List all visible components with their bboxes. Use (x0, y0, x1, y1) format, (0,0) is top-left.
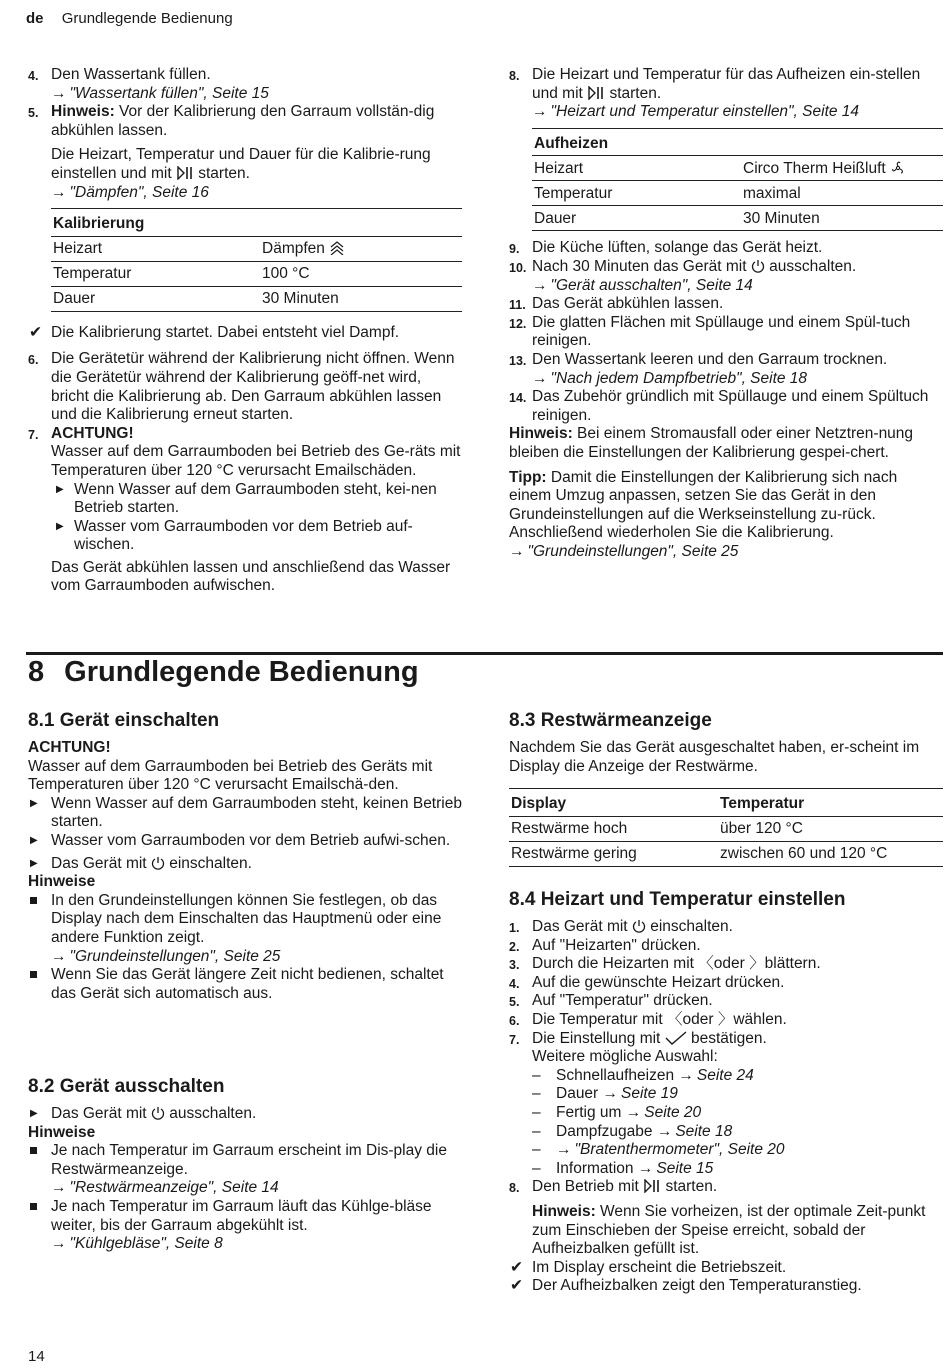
arrow-icon: → (637, 1159, 654, 1177)
power-icon (151, 1106, 165, 1120)
cell: Temperatur (532, 181, 741, 206)
column-header: Display (509, 789, 718, 816)
step-number: 6. (509, 1013, 520, 1028)
result-text: Der Aufheizbalken zeigt den Temperaturanstieg. (532, 1277, 862, 1295)
reference-text[interactable]: Seite 19 (621, 1085, 678, 1103)
check-icon: ✔ (510, 1258, 523, 1276)
step-7 (28, 425, 462, 596)
step-text: wählen. (733, 1010, 787, 1028)
square-bullet-icon (30, 897, 37, 904)
calibration-table (51, 208, 462, 312)
section-title: 8.1 Gerät einschalten (28, 710, 220, 731)
step-number: 3. (509, 958, 520, 973)
step-number: 5. (28, 106, 39, 121)
cell-text: Dämpfen (262, 239, 325, 257)
step-text: Die Temperatur mit (532, 1010, 663, 1028)
cell: Temperatur (51, 261, 260, 286)
residual-heat-table (509, 788, 943, 867)
step-number: 7. (28, 427, 39, 442)
right-column (509, 66, 943, 561)
warning-label: ACHTUNG! (51, 424, 134, 442)
table-row (51, 236, 462, 261)
table-title: Kalibrierung (51, 209, 462, 236)
cell: Heizart (532, 156, 741, 181)
cross-reference[interactable] (51, 85, 462, 104)
step-4 (509, 974, 943, 993)
cell: Heizart (51, 236, 260, 261)
step-9 (509, 239, 943, 258)
arrow-icon: → (509, 542, 525, 560)
step-number: 4. (28, 69, 39, 83)
hint-label: Hinweis: (51, 103, 115, 121)
option-item: – Schnellaufheizen → Seite 24 (532, 1066, 754, 1084)
table-row (509, 816, 943, 841)
section-title: 8.4 Heizart und Temperatur einstellen (509, 889, 846, 910)
step-number: 1. (509, 921, 520, 935)
table-row (51, 261, 462, 286)
step-number: 8. (509, 1181, 520, 1196)
arrow-icon: → (656, 1122, 673, 1140)
cell: Dauer (51, 286, 260, 311)
hint-paragraph (509, 425, 943, 462)
step-text: Das Gerät mit (532, 918, 628, 935)
arrow-icon: → (51, 1179, 67, 1197)
step-number: 13. (509, 353, 527, 368)
step-text: Die Heizart und Temperatur für das Aufheizen ein-stellen und mit (532, 66, 921, 102)
step-number: 4. (509, 976, 520, 991)
start-pause-icon (643, 1179, 661, 1193)
section-title: 8.3 Restwärmeanzeige (509, 710, 712, 731)
section-8-2 (28, 1075, 462, 1254)
table-row (51, 286, 462, 311)
action-text: Das Gerät mit (51, 1105, 147, 1122)
step-text: oder (713, 955, 745, 973)
step-number: 12. (509, 316, 527, 331)
option-text: Dauer (556, 1085, 599, 1103)
tip-paragraph (509, 469, 943, 543)
step-text: einschalten. (650, 918, 733, 935)
table-row (509, 841, 943, 866)
cross-reference[interactable] (532, 277, 943, 296)
step-12 (509, 314, 943, 351)
option-item: – Dampfzugabe → Seite 18 (532, 1122, 733, 1140)
step-text: Die Einstellung mit (532, 1029, 661, 1047)
action-text: einschalten. (169, 854, 252, 872)
step-6 (509, 1011, 943, 1030)
hint-item (28, 1198, 462, 1254)
hint-label: Hinweis: (532, 1202, 596, 1220)
step-7 (509, 1030, 943, 1179)
table-row (532, 206, 943, 231)
section-8-1 (28, 709, 462, 1003)
step-text: starten. (198, 164, 250, 182)
step-text: starten. (665, 1178, 718, 1196)
step-text: Den Betrieb mit (532, 1178, 639, 1196)
square-bullet-icon (30, 971, 37, 978)
hints-heading: Hinweise (28, 1123, 96, 1141)
hint-item (28, 966, 462, 1003)
option-text: Dampfzugabe (556, 1122, 653, 1140)
step-text: Den Wassertank füllen. (51, 66, 211, 83)
step-text: Das Gerät abkühlen lassen und anschließend das Wasser vom Garraumboden aufwischen. (51, 558, 451, 595)
power-icon (751, 259, 765, 273)
step-text: Durch die Heizarten mit (532, 955, 694, 973)
action-text: ausschalten. (169, 1105, 257, 1122)
step-text: Auf "Temperatur" drücken. (532, 992, 713, 1010)
action-item (28, 855, 462, 874)
chevron-right-icon: 〉 (717, 1010, 734, 1028)
triangle-bullet-icon: ▶ (30, 1108, 38, 1119)
reference-text: "Grundeinstellungen", Seite 25 (69, 947, 281, 965)
step-text: blättern. (764, 955, 821, 973)
start-pause-icon (176, 166, 194, 180)
step-text: ausschalten. (769, 257, 857, 275)
step-11 (509, 295, 943, 314)
step-text: Den Wassertank leeren und den Garraum trocknen. (532, 350, 888, 368)
cell: Dauer (532, 206, 741, 231)
step-8 (509, 1178, 943, 1258)
step-text: starten. (609, 84, 662, 102)
cell: zwischen 60 und 120 °C (718, 841, 943, 866)
chapter-title: Grundlegende Bedienung (64, 656, 419, 688)
preheat-table (532, 128, 943, 232)
step-text: Das Gerät abkühlen lassen. (532, 295, 724, 313)
step-5 (509, 992, 943, 1011)
step-14 (509, 388, 943, 425)
cell: 100 °C (260, 261, 462, 286)
reference-text[interactable]: Seite 15 (656, 1159, 714, 1177)
hint-text: Wenn Sie vorheizen, ist der optimale Zeit-punkt zum Einschieben der Speise erreicht, sobald der Aufheizbalken gefüllt ist. (532, 1202, 926, 1258)
cross-reference[interactable] (51, 184, 462, 203)
cross-reference[interactable] (532, 370, 943, 389)
hint-text: Bei einem Stromausfall oder einer Netztren-nung bleiben die Einstellungen der Kalibrierung gespei-chert. (509, 425, 914, 461)
step-number: 2. (509, 939, 520, 954)
section-text: Nachdem Sie das Gerät ausgeschaltet haben, er-scheint im Display die Anzeige der Restwärme. (509, 739, 920, 775)
bullet-text: Wenn Wasser auf dem Garraumboden steht, kei-nen Betrieb starten. (74, 480, 437, 517)
check-icon: ✔ (29, 323, 42, 341)
hints-heading: Hinweise (28, 873, 96, 891)
warning-label: ACHTUNG! (28, 739, 111, 756)
section-8-4 (509, 888, 943, 1296)
section-title: 8.2 Gerät ausschalten (28, 1076, 225, 1097)
cross-reference[interactable] (51, 1235, 462, 1254)
bullet-item (28, 795, 462, 832)
triangle-bullet-icon: ▶ (30, 834, 38, 846)
square-bullet-icon (30, 1203, 37, 1210)
result-line (509, 1277, 943, 1296)
reference-text: "Heizart und Temperatur einstellen", Seite 14 (550, 103, 860, 121)
step-13 (509, 351, 943, 388)
step-1 (509, 918, 943, 937)
step-text: Nach 30 Minuten das Gerät mit (532, 257, 747, 275)
language-code: de (26, 10, 44, 27)
step-3 (509, 955, 943, 974)
step-text: Die Küche lüften, solange das Gerät heizt. (532, 239, 823, 257)
cell: 30 Minuten (741, 206, 943, 231)
reference-text: "Nach jedem Dampfbetrieb", Seite 18 (550, 369, 808, 387)
bullet-item (51, 481, 462, 518)
cell (741, 156, 943, 181)
power-icon (632, 919, 646, 933)
cross-reference[interactable] (532, 103, 943, 122)
reference-text: "Dämpfen", Seite 16 (69, 183, 209, 201)
step-2 (509, 937, 943, 956)
result-text: Die Kalibrierung startet. Dabei entsteht viel Dampf. (51, 323, 400, 341)
arrow-icon: → (532, 103, 548, 121)
triangle-bullet-icon: ▶ (56, 483, 64, 495)
bullet-text: Wasser vom Garraumboden vor dem Betrieb auf-wischen. (74, 517, 413, 554)
arrow-icon: → (532, 276, 548, 294)
arrow-icon: → (51, 947, 67, 965)
bullet-text: Wenn Wasser auf dem Garraumboden steht, keinen Betrieb starten. (51, 794, 462, 831)
hint-text: In den Grundeinstellungen können Sie festlegen, ob das Display nach dem Einschalten das Hauptmenü oder eine andere Funktion zeigt. (51, 891, 442, 946)
steam-icon (329, 241, 345, 255)
cell: Restwärme gering (509, 841, 718, 866)
arrow-icon: → (556, 1141, 572, 1159)
arrow-icon: → (602, 1085, 619, 1103)
hint-item (28, 1142, 462, 1198)
cross-reference[interactable] (509, 543, 943, 562)
warning-text: Wasser auf dem Garraumboden bei Betrieb des Geräts mit Temperaturen über 120 °C verursacht Emailschä-den. (28, 757, 433, 794)
action-item (28, 1105, 462, 1124)
reference-text: "Kühlgebläse", Seite 8 (69, 1235, 223, 1253)
result-line (28, 324, 462, 343)
step-text: Die Heizart, Temperatur und Dauer für die Kalibrie-rung einstellen und mit (51, 146, 431, 182)
option-item: – Fertig um → Seite 20 (532, 1103, 702, 1121)
step-number: 14. (509, 391, 527, 406)
chapter-number: 8 (28, 656, 45, 688)
arrow-icon: → (678, 1066, 694, 1084)
check-icon: ✔ (510, 1277, 523, 1295)
step-10 (509, 258, 943, 295)
chevron-left-icon: 〈 (666, 1010, 683, 1028)
cell: Restwärme hoch (509, 816, 718, 841)
arrow-icon: → (625, 1103, 642, 1121)
option-text: Information (556, 1159, 634, 1177)
page-number: 14 (28, 1348, 45, 1365)
table-row (532, 181, 943, 206)
action-text: Das Gerät mit (51, 854, 147, 872)
step-text: Vor der Kalibrierung den Garraum vollstän-dig abkühlen lassen. (51, 103, 435, 139)
tip-text: Damit die Einstellungen der Kalibrierung sich nach einem Umzug anpassen, setzen Sie das Gerät in den Grundeinstellungen auf die Werkseinstellung zu-rück. Anschließend wiederholen Sie die Kalibrierung. (509, 468, 898, 542)
cell: 30 Minuten (260, 286, 462, 311)
step-text: Auf "Heizarten" drücken. (532, 936, 701, 954)
section-8-3 (509, 709, 943, 875)
step-6 (28, 350, 462, 424)
step-5 (28, 103, 462, 312)
hint-label: Hinweis: (509, 425, 573, 443)
step-text: Das Zubehör gründlich mit Spüllauge und einem Spültuch reinigen. (532, 388, 929, 424)
power-icon (151, 856, 165, 870)
hint-item (28, 892, 462, 966)
step-number: 9. (509, 242, 520, 257)
triangle-bullet-icon: ▶ (56, 520, 64, 532)
step-number: 10. (509, 260, 527, 275)
arrow-icon: → (51, 183, 67, 201)
table-title: Aufheizen (532, 129, 943, 156)
step-4 (28, 66, 462, 103)
step-text: Die Gerätetür während der Kalibrierung nicht öffnen. Wenn die Gerätetür während der Kalibrierung geöff-net wird, bricht die Kalibrierung ab. Den Garraum abkühlen lassen und die Kalibrierung erneut starten. (51, 350, 455, 424)
step-text: Auf die gewünschte Heizart drücken. (532, 973, 785, 991)
step-text: oder (682, 1010, 714, 1028)
cell: über 120 °C (718, 816, 943, 841)
step-number: 6. (28, 353, 39, 368)
hint-text: Je nach Temperatur im Garraum läuft das Kühlge-bläse weiter, bis der Garraum abgekühlt ist. (51, 1197, 432, 1234)
page-header (26, 10, 233, 27)
step-8 (509, 66, 943, 231)
arrow-icon: → (51, 84, 67, 102)
arrow-icon: → (51, 1235, 67, 1253)
reference-text: "Restwärmeanzeige", Seite 14 (69, 1179, 279, 1197)
chevron-right-icon: 〉 (749, 955, 765, 973)
triangle-bullet-icon: ▶ (30, 797, 38, 809)
reference-text: "Grundeinstellungen", Seite 25 (527, 542, 739, 560)
reference-text: "Wassertank füllen", Seite 15 (69, 84, 269, 102)
reference-text: "Gerät ausschalten", Seite 14 (550, 276, 753, 294)
reference-text[interactable]: "Bratenthermometer", Seite 20 (574, 1141, 785, 1159)
square-bullet-icon (30, 1147, 37, 1154)
step-number: 11. (509, 298, 526, 313)
step-text: Weitere mögliche Auswahl: (532, 1048, 718, 1066)
reference-text[interactable]: Seite 24 (696, 1066, 754, 1084)
option-item: – Dauer → Seite 19 (532, 1085, 678, 1103)
left-column (28, 66, 462, 596)
result-line (509, 1259, 943, 1278)
option-item: – Information → Seite 15 (532, 1159, 714, 1177)
chevron-left-icon: 〈 (698, 955, 714, 973)
option-item: – → "Bratenthermometer", Seite 20 (532, 1141, 785, 1159)
step-text: bestätigen. (690, 1029, 767, 1047)
header-title: Grundlegende Bedienung (61, 10, 233, 27)
reference-text[interactable]: Seite 18 (675, 1122, 733, 1140)
step-text: Die glatten Flächen mit Spüllauge und einem Spül-tuch reinigen. (532, 313, 911, 350)
reference-text[interactable]: Seite 20 (644, 1103, 702, 1121)
warning-text: Wasser auf dem Garraumboden bei Betrieb des Ge-räts mit Temperaturen über 120 °C verursacht Emailschäden. (51, 443, 461, 479)
option-text: Schnellaufheizen (556, 1066, 675, 1084)
start-pause-icon (587, 86, 605, 100)
step-number: 7. (509, 1032, 520, 1047)
result-text: Im Display erscheint die Betriebszeit. (532, 1258, 787, 1276)
hint-text: Je nach Temperatur im Garraum erscheint im Dis-play die Restwärmeanzeige. (51, 1142, 447, 1178)
chapter-rule (26, 652, 943, 655)
bullet-item (28, 832, 462, 851)
cell (260, 236, 462, 261)
cell: maximal (741, 181, 943, 206)
bullet-item (51, 518, 462, 555)
cross-reference[interactable] (51, 948, 462, 967)
table-row (532, 156, 943, 181)
tip-label: Tipp: (509, 468, 547, 486)
fan-icon (890, 161, 906, 175)
step-number: 8. (509, 69, 520, 83)
cross-reference[interactable] (51, 1179, 462, 1198)
cell-text: Circo Therm Heißluft (743, 159, 886, 177)
triangle-bullet-icon: ▶ (30, 857, 38, 869)
bullet-text: Wasser vom Garraumboden vor dem Betrieb aufwi-schen. (51, 831, 451, 849)
step-number: 5. (509, 995, 520, 1010)
arrow-icon: → (532, 369, 548, 387)
option-text: Fertig um (556, 1103, 622, 1121)
hint-text: Wenn Sie das Gerät längere Zeit nicht bedienen, schaltet das Gerät sich automatisch aus. (51, 966, 444, 1002)
checkmark-icon (665, 1031, 687, 1045)
chapter-heading (28, 656, 419, 689)
column-header: Temperatur (718, 789, 943, 816)
